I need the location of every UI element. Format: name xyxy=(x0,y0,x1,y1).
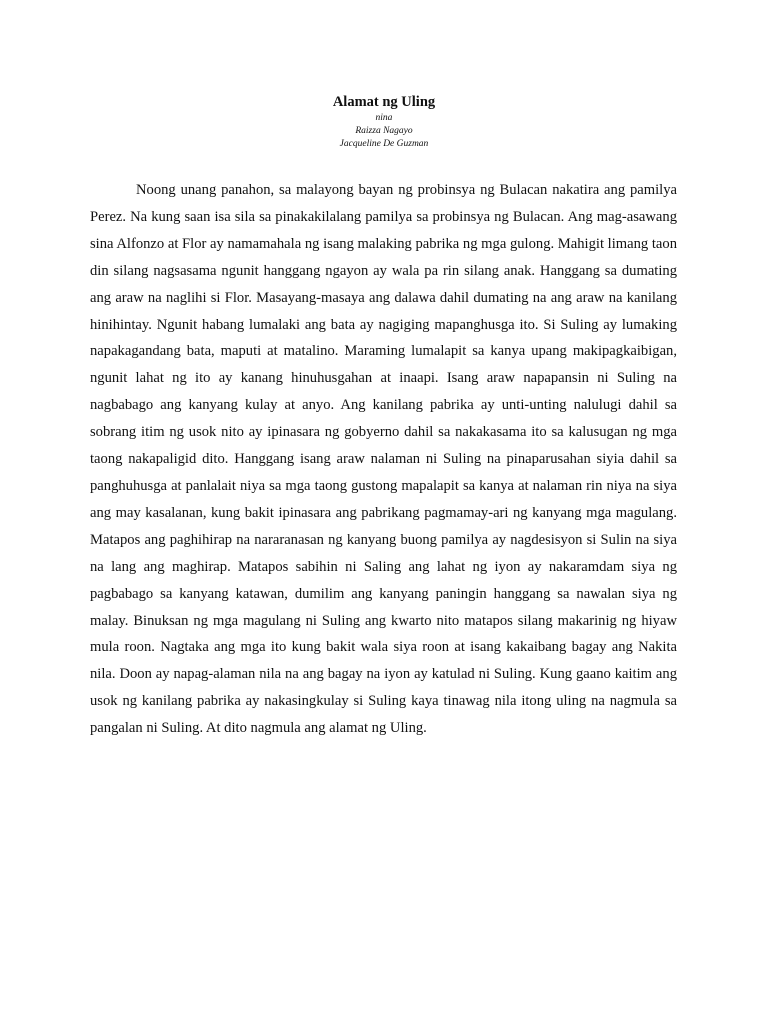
document-title: Alamat ng Uling xyxy=(332,94,436,110)
story-paragraph: Noong unang panahon, sa malayong bayan ng probinsya ng Bulacan nakatira ang pamilya Perez. Na kung saan isa sila sa pinakakilalang pamilya sa probinsya ng Bulacan. Ang mag-asawang sina Alfonzo at Flor ay namamahala ng isang malaking pabrika ng mga gulong. Mahigit limang taon din silang nagsasama ngunit hanggang ngayon ay wala pa rin silang anak. Hanggang sa dumating ang araw na naglihi si Flor. Masayang-masaya ang dalawa dahil dumating na ang araw na kanilang hinihintay. Ngunit habang lumalaki ang bata ay nagiging mapanghusga ito. Si Suling ay lumaking napakagandang bata, maputi at matalino. Maraming lumalapit sa kanya upang makipagkaibigan, ngunit lahat ng ito ay kanang hinuhusgahan at inaapi. Isang araw napapansin ni Suling na nagbabago ang kanyang kulay at anyo. Ang kanilang pabrika ay unti-unting nalulugi dahil sa sobrang itim ng usok nito ay ipinasara ng gobyerno dahil sa nakakasama ito sa kalusugan ng mga taong nakapaligid dito. Hanggang isang araw nalaman ni Suling na pinaparusahan siyia dahil sa panghuhusga at panlalait niya sa mga taong gustong mapalapit sa kanya at nalaman rin niya na siya ang may kasalanan, kung bakit ipinasara ang pabrikang pagmamay-ari ng kanyang mga magulang. Matapos ang paghihirap na nararanasan ng kanyang buong pamilya ay nagdesisyon si Sulin na siya na lang ang maghirap. Matapos sabihin ni Saling ang lahat ng iyon ay nakaramdam siya ng pagbabago sa kanyang katawan, dumilim ang kanyang paningin hanggang sa nawalan siya ng malay. Binuksan ng mga magulang ni Suling ang kwarto nito matapos silang makarinig ng hiyaw mula roon. Nagtaka ang mga ito kung bakit wala siya roon at isang kakaibang bagay ang Nakita nila. Doon ay napag-alaman nila na ang bagay na iyon ay katulad ni Suling. Kung gaano kaitim ang usok ng kanilang pabrika ay nakasingkulay si Suling kaya tinawag nila itong uling na nagmula sa pangalan ni Suling. At dito nagmula ang alamat ng Uling. xyxy=(90,182,677,737)
author-name: Raizza Nagayo xyxy=(355,126,413,136)
author-name: Jacqueline De Guzman xyxy=(339,139,429,149)
byline-prefix: nina xyxy=(375,113,393,123)
